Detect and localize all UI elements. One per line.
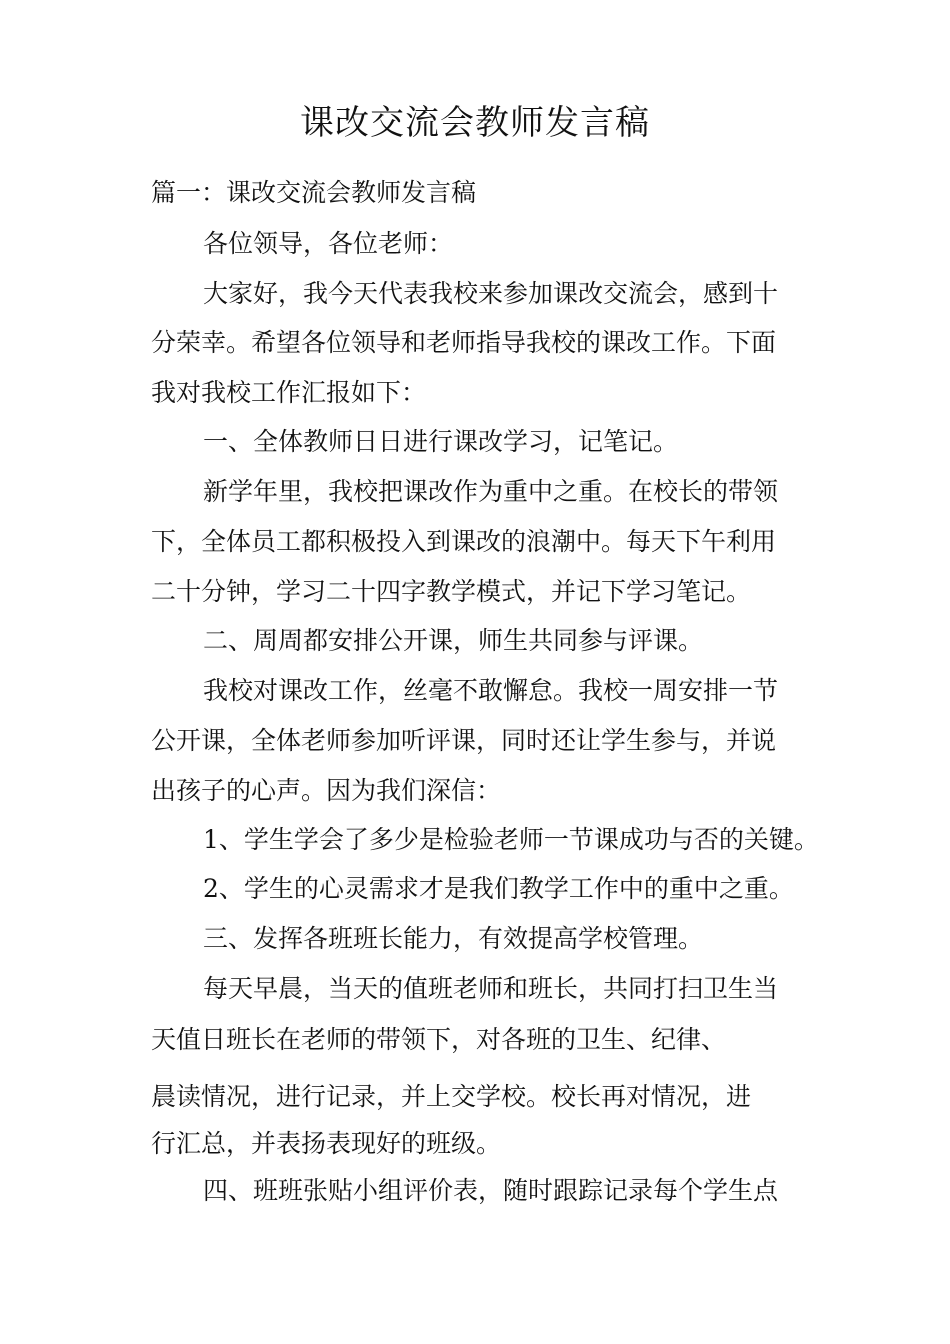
list-item: 1、学生学会了多少是检验老师一节课成功与否的关键。 <box>203 825 819 854</box>
paragraph-line: 新学年里，我校把课改作为重中之重。在校长的带领 <box>203 477 779 506</box>
paragraph-line: 每天早晨，当天的值班老师和班长，共同打扫卫生当 <box>203 974 779 1003</box>
paragraph-line: 下，全体员工都积极投入到课改的浪潮中。每天下午利用 <box>151 527 777 556</box>
paragraph-line: 二十分钟，学习二十四字教学模式，并记下学习笔记。 <box>151 577 752 606</box>
paragraph-line: 我对我校工作汇报如下： <box>151 378 427 407</box>
document-title: 课改交流会教师发言稿 <box>300 103 650 143</box>
paragraph-line: 晨读情况，进行记录，并上交学校。校长再对情况，进 <box>151 1082 752 1111</box>
list-item: 2、学生的心灵需求才是我们教学工作中的重中之重。 <box>203 874 794 903</box>
paragraph-line: 我校对课改工作，丝毫不敢懈怠。我校一周安排一节 <box>203 676 779 705</box>
paragraph-line: 天值日班长在老师的带领下，对各班的卫生、纪律、 <box>151 1025 727 1054</box>
paragraph-line: 分荣幸。希望各位领导和老师指导我校的课改工作。下面 <box>151 328 777 357</box>
paragraph-line: 行汇总，并表扬表现好的班级。 <box>151 1129 502 1158</box>
salutation: 各位领导，各位老师： <box>203 229 454 258</box>
point-heading-2: 二、周周都安排公开课，师生共同参与评课。 <box>203 626 704 655</box>
section-heading: 篇一：课改交流会教师发言稿 <box>151 178 477 207</box>
point-heading-4: 四、班班张贴小组评价表，随时跟踪记录每个学生点 <box>203 1176 779 1205</box>
point-heading-3: 三、发挥各班班长能力，有效提高学校管理。 <box>203 924 704 953</box>
paragraph-line: 出孩子的心声。因为我们深信： <box>151 776 502 805</box>
paragraph-line: 公开课，全体老师参加听评课，同时还让学生参与，并说 <box>151 726 777 755</box>
paragraph-line: 大家好，我今天代表我校来参加课改交流会，感到十 <box>203 279 779 308</box>
point-heading-1: 一、全体教师日日进行课改学习，记笔记。 <box>203 427 679 456</box>
